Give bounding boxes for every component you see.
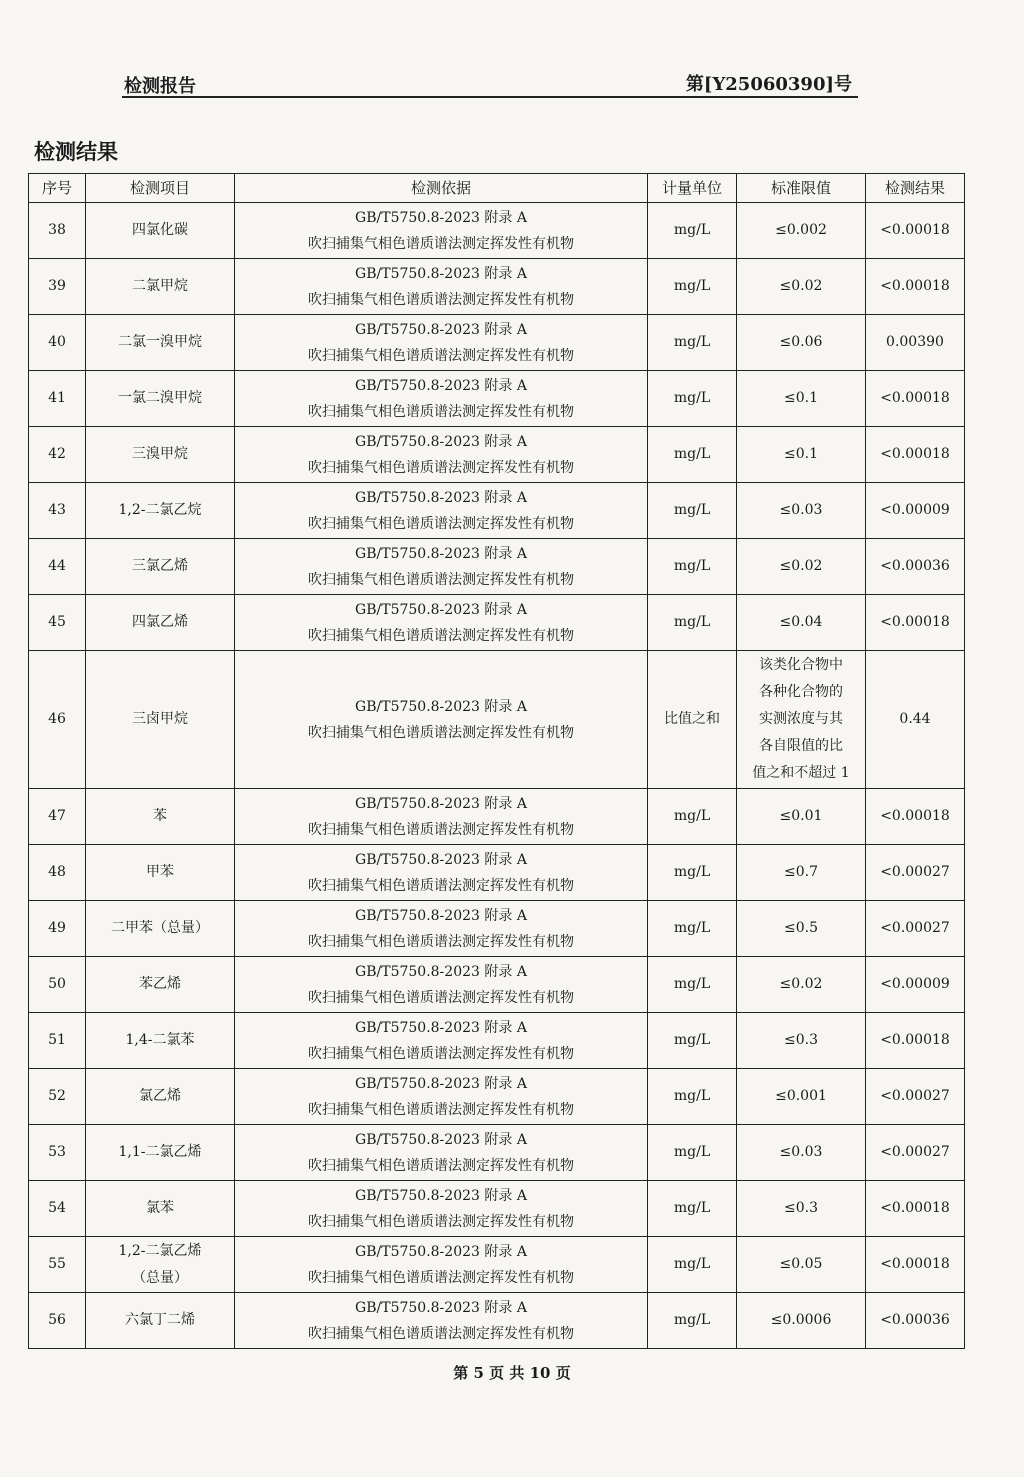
column-header-result: 检测结果 <box>866 174 965 203</box>
cell-item: 三卤甲烷 <box>86 651 235 789</box>
section-title: 检测结果 <box>34 139 118 164</box>
cell-limit: ≤0.03 <box>737 1125 866 1181</box>
table-row <box>29 203 965 259</box>
basis-method: 吹扫捕集气相色谱质谱法测定挥发性有机物 <box>308 515 574 532</box>
cell-basis <box>235 483 648 539</box>
cell-result: <0.00027 <box>866 1125 965 1181</box>
cell-result: <0.00036 <box>866 539 965 595</box>
table-row <box>29 1125 965 1181</box>
cell-basis <box>235 539 648 595</box>
cell-item: 苯 <box>86 789 235 845</box>
cell-unit: mg/L <box>648 1293 737 1349</box>
basis-method: 吹扫捕集气相色谱质谱法测定挥发性有机物 <box>308 571 574 588</box>
cell-limit-line: 该类化合物中 <box>759 657 843 673</box>
table-row <box>29 595 965 651</box>
column-header-basis: 检测依据 <box>235 174 648 203</box>
cell-unit: mg/L <box>648 1069 737 1125</box>
cell-no: 54 <box>29 1181 86 1237</box>
cell-basis <box>235 259 648 315</box>
cell-item: 三溴甲烷 <box>86 427 235 483</box>
cell-no: 41 <box>29 371 86 427</box>
report-number: 第[Y25060390]号 <box>685 74 852 95</box>
cell-limit: ≤0.7 <box>737 845 866 901</box>
cell-basis <box>235 1237 648 1293</box>
basis-standard: GB/T5750.8-2023 附录 A <box>355 1243 527 1260</box>
cell-no: 48 <box>29 845 86 901</box>
cell-basis <box>235 1125 648 1181</box>
report-title: 检测报告 <box>124 76 196 97</box>
cell-basis <box>235 427 648 483</box>
cell-basis <box>235 651 648 789</box>
column-header-unit: 计量单位 <box>648 174 737 203</box>
basis-method: 吹扫捕集气相色谱质谱法测定挥发性有机物 <box>308 1325 574 1342</box>
table-row <box>29 483 965 539</box>
basis-standard: GB/T5750.8-2023 附录 A <box>355 321 527 338</box>
basis-method: 吹扫捕集气相色谱质谱法测定挥发性有机物 <box>308 291 574 308</box>
cell-result: 0.00390 <box>866 315 965 371</box>
cell-basis <box>235 371 648 427</box>
cell-unit: mg/L <box>648 1013 737 1069</box>
cell-result: <0.00018 <box>866 595 965 651</box>
cell-no: 44 <box>29 539 86 595</box>
basis-method: 吹扫捕集气相色谱质谱法测定挥发性有机物 <box>308 877 574 894</box>
cell-basis <box>235 1069 648 1125</box>
cell-result: <0.00018 <box>866 789 965 845</box>
cell-unit: mg/L <box>648 1181 737 1237</box>
cell-result: <0.00009 <box>866 957 965 1013</box>
cell-result: <0.00027 <box>866 901 965 957</box>
cell-basis <box>235 315 648 371</box>
cell-limit-line: 各种化合物的 <box>759 684 843 700</box>
cell-unit: mg/L <box>648 315 737 371</box>
cell-result: <0.00036 <box>866 1293 965 1349</box>
basis-standard: GB/T5750.8-2023 附录 A <box>355 963 527 980</box>
cell-limit: ≤0.5 <box>737 901 866 957</box>
table-row <box>29 901 965 957</box>
cell-item <box>86 1237 235 1293</box>
cell-item: 四氯乙烯 <box>86 595 235 651</box>
cell-result: <0.00018 <box>866 371 965 427</box>
table-row <box>29 1237 965 1293</box>
table-row <box>29 651 965 789</box>
basis-method: 吹扫捕集气相色谱质谱法测定挥发性有机物 <box>308 821 574 838</box>
table-row <box>29 1013 965 1069</box>
basis-method: 吹扫捕集气相色谱质谱法测定挥发性有机物 <box>308 459 574 476</box>
cell-unit: mg/L <box>648 203 737 259</box>
cell-limit: ≤0.01 <box>737 789 866 845</box>
cell-unit: mg/L <box>648 845 737 901</box>
basis-method: 吹扫捕集气相色谱质谱法测定挥发性有机物 <box>308 1269 574 1286</box>
table-row <box>29 957 965 1013</box>
cell-no: 39 <box>29 259 86 315</box>
cell-result: 0.44 <box>866 651 965 789</box>
cell-result: <0.00018 <box>866 1013 965 1069</box>
cell-unit: mg/L <box>648 901 737 957</box>
cell-result: <0.00009 <box>866 483 965 539</box>
cell-result: <0.00027 <box>866 1069 965 1125</box>
basis-standard: GB/T5750.8-2023 附录 A <box>355 698 527 715</box>
cell-item: 二甲苯（总量） <box>86 901 235 957</box>
basis-method: 吹扫捕集气相色谱质谱法测定挥发性有机物 <box>308 235 574 252</box>
table-row <box>29 1069 965 1125</box>
basis-standard: GB/T5750.8-2023 附录 A <box>355 795 527 812</box>
basis-method: 吹扫捕集气相色谱质谱法测定挥发性有机物 <box>308 933 574 950</box>
cell-limit: ≤0.02 <box>737 539 866 595</box>
basis-method: 吹扫捕集气相色谱质谱法测定挥发性有机物 <box>308 627 574 644</box>
cell-item: 三氯乙烯 <box>86 539 235 595</box>
cell-unit: mg/L <box>648 259 737 315</box>
cell-limit-line: 各自限值的比 <box>759 738 843 754</box>
cell-unit: mg/L <box>648 957 737 1013</box>
cell-item: 苯乙烯 <box>86 957 235 1013</box>
basis-standard: GB/T5750.8-2023 附录 A <box>355 1131 527 1148</box>
cell-no: 53 <box>29 1125 86 1181</box>
cell-unit: mg/L <box>648 483 737 539</box>
results-table <box>28 173 965 1349</box>
table-row <box>29 315 965 371</box>
cell-unit: mg/L <box>648 1125 737 1181</box>
cell-basis <box>235 203 648 259</box>
table-row <box>29 427 965 483</box>
table-row <box>29 1293 965 1349</box>
basis-method: 吹扫捕集气相色谱质谱法测定挥发性有机物 <box>308 347 574 364</box>
table-row <box>29 539 965 595</box>
cell-unit: mg/L <box>648 595 737 651</box>
cell-no: 50 <box>29 957 86 1013</box>
cell-limit: ≤0.02 <box>737 259 866 315</box>
basis-method: 吹扫捕集气相色谱质谱法测定挥发性有机物 <box>308 1157 574 1174</box>
cell-limit: ≤0.002 <box>737 203 866 259</box>
cell-no: 49 <box>29 901 86 957</box>
cell-basis <box>235 1013 648 1069</box>
basis-standard: GB/T5750.8-2023 附录 A <box>355 545 527 562</box>
cell-limit: ≤0.03 <box>737 483 866 539</box>
basis-standard: GB/T5750.8-2023 附录 A <box>355 1075 527 1092</box>
cell-limit-line: 实测浓度与其 <box>759 711 843 727</box>
cell-result: <0.00018 <box>866 1237 965 1293</box>
cell-basis <box>235 1181 648 1237</box>
cell-basis <box>235 901 648 957</box>
basis-method: 吹扫捕集气相色谱质谱法测定挥发性有机物 <box>308 1101 574 1118</box>
basis-method: 吹扫捕集气相色谱质谱法测定挥发性有机物 <box>308 1045 574 1062</box>
table-row <box>29 789 965 845</box>
cell-limit: ≤0.3 <box>737 1181 866 1237</box>
cell-unit: mg/L <box>648 539 737 595</box>
cell-item-line: 1,2-二氯乙烯 <box>118 1242 202 1259</box>
cell-no: 40 <box>29 315 86 371</box>
cell-limit: ≤0.1 <box>737 427 866 483</box>
cell-result: <0.00018 <box>866 427 965 483</box>
cell-result: <0.00018 <box>866 259 965 315</box>
column-header-limit: 标准限值 <box>737 174 866 203</box>
cell-result: <0.00018 <box>866 1181 965 1237</box>
cell-limit-line: 值之和不超过 1 <box>752 765 850 781</box>
cell-item: 一氯二溴甲烷 <box>86 371 235 427</box>
cell-unit: mg/L <box>648 789 737 845</box>
cell-basis <box>235 845 648 901</box>
cell-no: 51 <box>29 1013 86 1069</box>
cell-item: 六氯丁二烯 <box>86 1293 235 1349</box>
basis-method: 吹扫捕集气相色谱质谱法测定挥发性有机物 <box>308 989 574 1006</box>
cell-item: 二氯一溴甲烷 <box>86 315 235 371</box>
cell-no: 55 <box>29 1237 86 1293</box>
cell-basis <box>235 957 648 1013</box>
cell-item: 1,4-二氯苯 <box>86 1013 235 1069</box>
cell-item: 甲苯 <box>86 845 235 901</box>
cell-item: 1,2-二氯乙烷 <box>86 483 235 539</box>
cell-limit: ≤0.001 <box>737 1069 866 1125</box>
cell-no: 56 <box>29 1293 86 1349</box>
cell-item: 四氯化碳 <box>86 203 235 259</box>
basis-method: 吹扫捕集气相色谱质谱法测定挥发性有机物 <box>308 1213 574 1230</box>
basis-standard: GB/T5750.8-2023 附录 A <box>355 1019 527 1036</box>
table-row <box>29 845 965 901</box>
cell-limit: ≤0.3 <box>737 1013 866 1069</box>
cell-no: 45 <box>29 595 86 651</box>
cell-unit: mg/L <box>648 371 737 427</box>
cell-no: 42 <box>29 427 86 483</box>
cell-basis <box>235 789 648 845</box>
cell-unit: mg/L <box>648 1237 737 1293</box>
cell-result: <0.00018 <box>866 203 965 259</box>
basis-standard: GB/T5750.8-2023 附录 A <box>355 1187 527 1204</box>
column-header-item: 检测项目 <box>86 174 235 203</box>
cell-limit: ≤0.04 <box>737 595 866 651</box>
cell-limit: ≤0.02 <box>737 957 866 1013</box>
table-row <box>29 1181 965 1237</box>
basis-standard: GB/T5750.8-2023 附录 A <box>355 601 527 618</box>
cell-unit: 比值之和 <box>648 651 737 789</box>
cell-item: 1,1-二氯乙烯 <box>86 1125 235 1181</box>
cell-item: 二氯甲烷 <box>86 259 235 315</box>
basis-standard: GB/T5750.8-2023 附录 A <box>355 489 527 506</box>
cell-no: 46 <box>29 651 86 789</box>
results-body <box>29 203 965 1349</box>
cell-no: 38 <box>29 203 86 259</box>
table-row <box>29 259 965 315</box>
cell-limit: ≤0.1 <box>737 371 866 427</box>
cell-basis <box>235 595 648 651</box>
cell-item: 氯乙烯 <box>86 1069 235 1125</box>
cell-no: 43 <box>29 483 86 539</box>
cell-limit: ≤0.0006 <box>737 1293 866 1349</box>
cell-unit: mg/L <box>648 427 737 483</box>
basis-standard: GB/T5750.8-2023 附录 A <box>355 209 527 226</box>
column-header-no: 序号 <box>29 174 86 203</box>
page-footer: 第 5 页 共 10 页 <box>453 1364 571 1382</box>
cell-item-line: （总量） <box>132 1269 188 1286</box>
basis-method: 吹扫捕集气相色谱质谱法测定挥发性有机物 <box>308 403 574 420</box>
cell-limit: ≤0.06 <box>737 315 866 371</box>
cell-no: 52 <box>29 1069 86 1125</box>
basis-method: 吹扫捕集气相色谱质谱法测定挥发性有机物 <box>308 724 574 741</box>
cell-basis <box>235 1293 648 1349</box>
basis-standard: GB/T5750.8-2023 附录 A <box>355 377 527 394</box>
cell-item: 氯苯 <box>86 1181 235 1237</box>
basis-standard: GB/T5750.8-2023 附录 A <box>355 433 527 450</box>
basis-standard: GB/T5750.8-2023 附录 A <box>355 1299 527 1316</box>
basis-standard: GB/T5750.8-2023 附录 A <box>355 265 527 282</box>
basis-standard: GB/T5750.8-2023 附录 A <box>355 907 527 924</box>
basis-standard: GB/T5750.8-2023 附录 A <box>355 851 527 868</box>
page-header <box>122 70 858 98</box>
cell-no: 47 <box>29 789 86 845</box>
cell-limit: ≤0.05 <box>737 1237 866 1293</box>
table-row <box>29 371 965 427</box>
cell-result: <0.00027 <box>866 845 965 901</box>
table-header-row <box>29 174 965 203</box>
cell-limit <box>737 651 866 789</box>
